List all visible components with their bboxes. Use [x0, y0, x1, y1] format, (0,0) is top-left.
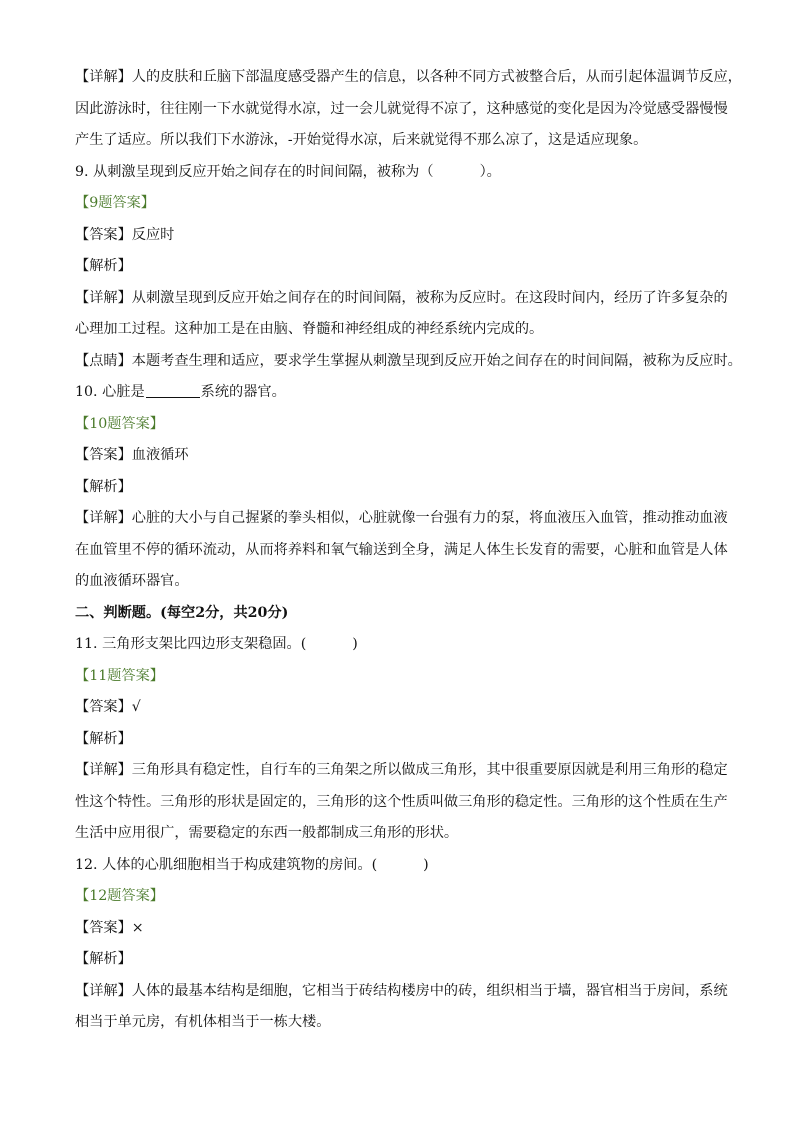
question-9-close: ）。: [479, 163, 501, 180]
text-line: 因此游泳时，往往刚一下水就觉得水凉，过一会儿就觉得不凉了，这种感觉的变化是因为冷觉感受器慢慢: [75, 100, 728, 117]
text-line: 性这个特性。三角形的形状是固定的，三角形的这个性质叫做三角形的稳定性。三角形的这个性质在生产: [75, 793, 728, 810]
text-line: 生活中应用很广，需要稳定的东西一般都制成三角形的形状。: [75, 825, 459, 841]
question-9-text: 9. 从刺激呈现到反应开始之间存在的时间间隔，被称为（: [75, 163, 434, 180]
text-line: 心理加工过程。这种加工是在由脑、脊髓和神经组成的神经系统内完成的。: [75, 321, 544, 337]
document-body: [75, 62, 742, 1039]
question-10-text: 10. 心脏是: [75, 384, 145, 400]
text-line: 【点睛】本题考查生理和适应，要求学生掌握从刺激呈现到反应开始之间存在的时间间隔，被称为反应时。: [75, 352, 742, 369]
text-line: 【详解】人体的最基本结构是细胞，它相当于砖结构楼房中的砖，组织相当于墙，器官相当于房间，系统: [75, 982, 728, 999]
section-heading: 二、判断题。(每空2分，共20分): [75, 604, 289, 621]
question-9: [75, 157, 730, 189]
text-line: 相当于单元房，有机体相当于一栋大楼。: [75, 1014, 331, 1030]
answer-tag: 【9题答案】: [75, 195, 155, 211]
answer-line: 【答案】反应时: [75, 226, 175, 243]
analysis-heading: 【解析】: [75, 951, 132, 967]
analysis-heading: 【解析】: [75, 258, 132, 274]
answer-line: 【答案】血液循环: [75, 447, 189, 463]
text-line: 【详解】心脏的大小与自己握紧的拳头相似，心脏就像一台强有力的泵，将血液压入血管，推动推动血液: [75, 510, 728, 526]
analysis-heading: 【解析】: [75, 730, 132, 747]
question-10: [75, 377, 730, 409]
question-12: [75, 850, 730, 882]
answer-line: 【答案】√: [75, 699, 141, 715]
question-10-rest: 系统的器官。: [200, 384, 286, 400]
question-11-text: 11. 三角形支架比四边形支架稳固。(: [75, 636, 307, 652]
question-11: [75, 629, 730, 661]
answer-tag: 【10题答案】: [75, 415, 164, 432]
question-11-close: ): [352, 636, 358, 652]
answer-line: 【答案】×: [75, 919, 144, 936]
text-line: 【详解】三角形具有稳定性，自行车的三角架之所以做成三角形，其中很重要原因就是利用三角形的稳定: [75, 762, 728, 778]
text-line: 【详解】从刺激呈现到反应开始之间存在的时间间隔，被称为反应时。在这段时间内，经历了许多复杂的: [75, 289, 728, 306]
text-line: 的血液循环器官。: [75, 573, 189, 589]
answer-tag: 【11题答案】: [75, 667, 164, 684]
question-12-text: 12. 人体的心肌细胞相当于构成建筑物的房间。(: [75, 856, 378, 873]
text-line: 产生了适应。所以我们下水游泳，-开始觉得水凉，后来就觉得不那么凉了，这是适应现象。: [75, 132, 648, 148]
answer-tag: 【12题答案】: [75, 888, 164, 904]
text-line: 在血管里不停的循环流动，从而将养料和氧气输送到全身，满足人体生长发育的需要，心脏和血管是人体: [75, 541, 728, 558]
text-line: 【详解】人的皮肤和丘脑下部温度感受器产生的信息，以各种不同方式被整合后，从而引起体温调节反应，: [75, 69, 742, 85]
fill-blank: [146, 382, 200, 398]
analysis-heading: 【解析】: [75, 478, 132, 495]
question-12-close: ): [423, 856, 429, 873]
